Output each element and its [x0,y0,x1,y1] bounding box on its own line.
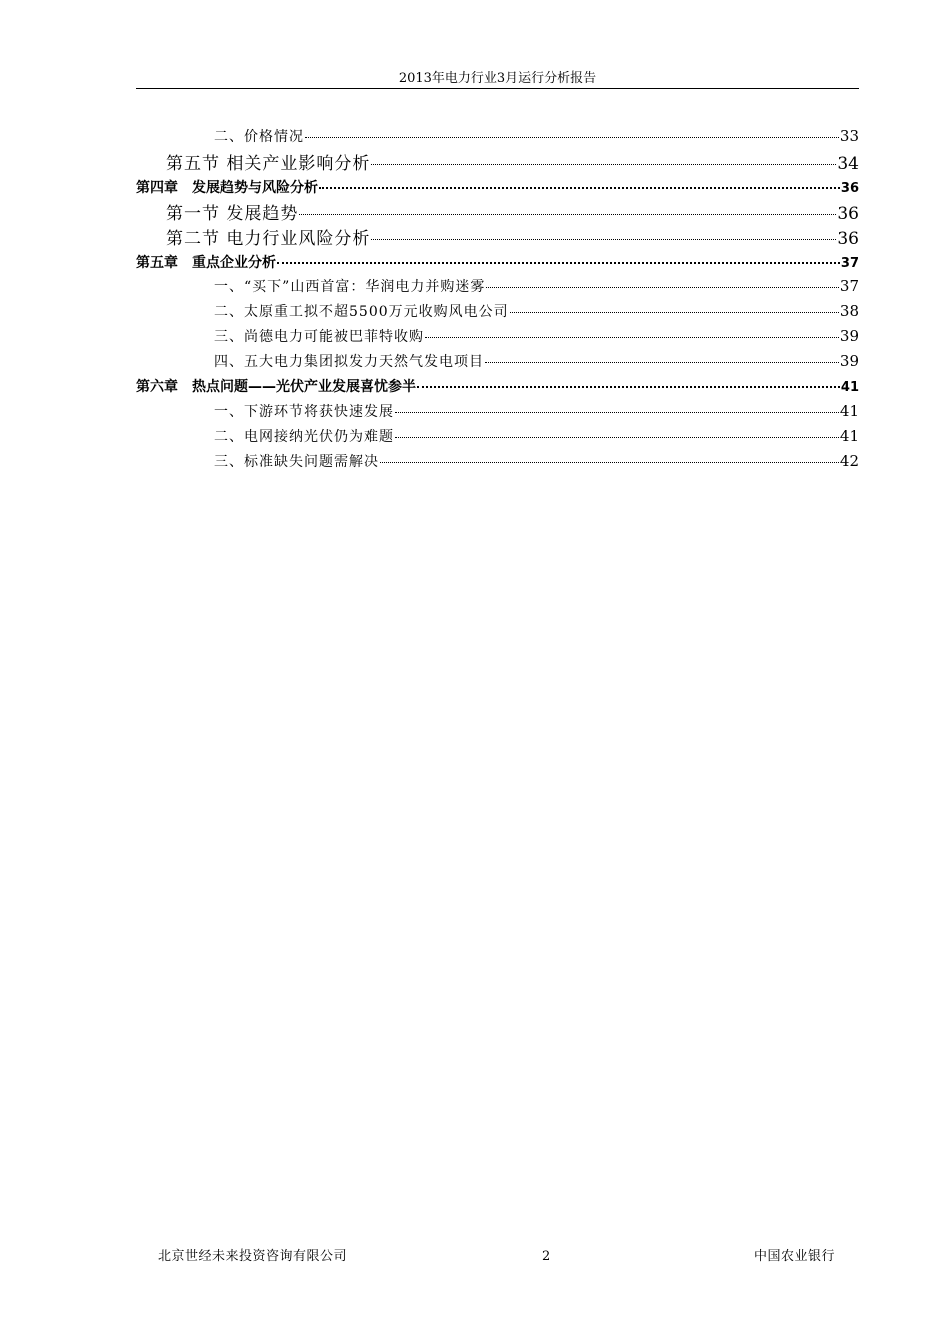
toc-leader [485,352,839,366]
toc-leader [277,253,840,267]
toc-leader [395,427,839,441]
toc-page-number: 39 [839,352,859,370]
toc-entry-label: 四、五大电力集团拟发力天然气发电项目 [214,354,484,370]
toc-chapter-entry[interactable] [136,252,859,272]
toc-entry-label: 二、电网接纳光伏仍为难题 [214,429,394,445]
toc-entry-label: 三、尚德电力可能被巴菲特收购 [214,329,424,345]
toc-chapter-label [136,177,318,197]
toc-entry-label: 二、价格情况 [214,129,304,145]
toc-chapter-number: 第六章 [136,379,178,395]
toc-page-number: 41 [839,402,859,420]
toc-entry-label: 第一节 发展趋势 [166,204,299,224]
toc-leader [395,402,839,416]
toc-leader [319,178,840,192]
toc-leader [510,302,839,316]
toc-chapter-number: 第五章 [136,255,178,271]
toc-chapter-label [136,252,276,272]
toc-chapter-number: 第四章 [136,180,178,196]
toc-entry-label: 二、太原重工拟不超5500万元收购风电公司 [214,304,509,320]
header-rule [136,88,859,89]
toc-entry[interactable] [136,401,859,421]
toc-page-number: 41 [839,427,859,445]
toc-chapter-entry[interactable] [136,376,859,396]
toc-entry[interactable] [136,276,859,296]
toc-leader [486,277,839,291]
toc-entry-label: 第五节 相关产业影响分析 [166,154,371,174]
toc-entry-label: 一、下游环节将获快速发展 [214,404,394,420]
toc-chapter-title: 热点问题——光伏产业发展喜忧参半 [192,379,416,395]
toc-entry[interactable] [136,149,859,174]
toc-entry-label: 三、标准缺失问题需解决 [214,454,379,470]
toc-leader [425,327,839,341]
toc-entry-label: 一、“买下”山西首富：华润电力并购迷雾 [214,279,486,295]
toc-page-number: 39 [839,327,859,345]
toc-entry[interactable] [136,224,859,249]
toc-page-number: 34 [837,154,859,174]
footer-page-number: 2 [542,1249,551,1264]
toc-chapter-label [136,376,416,396]
footer-company: 北京世经未来投资咨询有限公司 [158,1249,348,1264]
toc-page-number: 36 [840,181,859,196]
toc-entry-label: 第二节 电力行业风险分析 [166,229,371,249]
toc-leader [371,152,836,169]
toc-entry[interactable] [136,451,859,471]
toc-leader [417,377,840,391]
toc-chapter-entry[interactable] [136,177,859,197]
toc-chapter-title: 发展趋势与风险分析 [192,180,318,196]
footer-bank: 中国农业银行 [754,1249,836,1264]
toc-page-number: 38 [839,302,859,320]
toc-page-number: 33 [839,127,859,145]
toc-entry[interactable] [136,199,859,224]
toc-entry[interactable] [136,301,859,321]
toc-leader [371,227,836,244]
toc-entry[interactable] [136,326,859,346]
toc-leader [299,202,836,219]
toc-page-number: 36 [837,204,859,224]
toc-leader [305,127,839,141]
toc-page-number: 36 [837,229,859,249]
toc-page-number: 37 [840,256,859,271]
toc-page-number: 42 [839,452,859,470]
toc-page-number: 41 [840,380,859,395]
toc-entry[interactable] [136,126,859,146]
toc-leader [380,452,839,466]
header-title: 2013年电力行业3月运行分析报告 [398,71,597,86]
toc-entry[interactable] [136,426,859,446]
toc-chapter-title: 重点企业分析 [192,255,276,271]
toc-entry[interactable] [136,351,859,371]
toc-page-number: 37 [839,277,859,295]
